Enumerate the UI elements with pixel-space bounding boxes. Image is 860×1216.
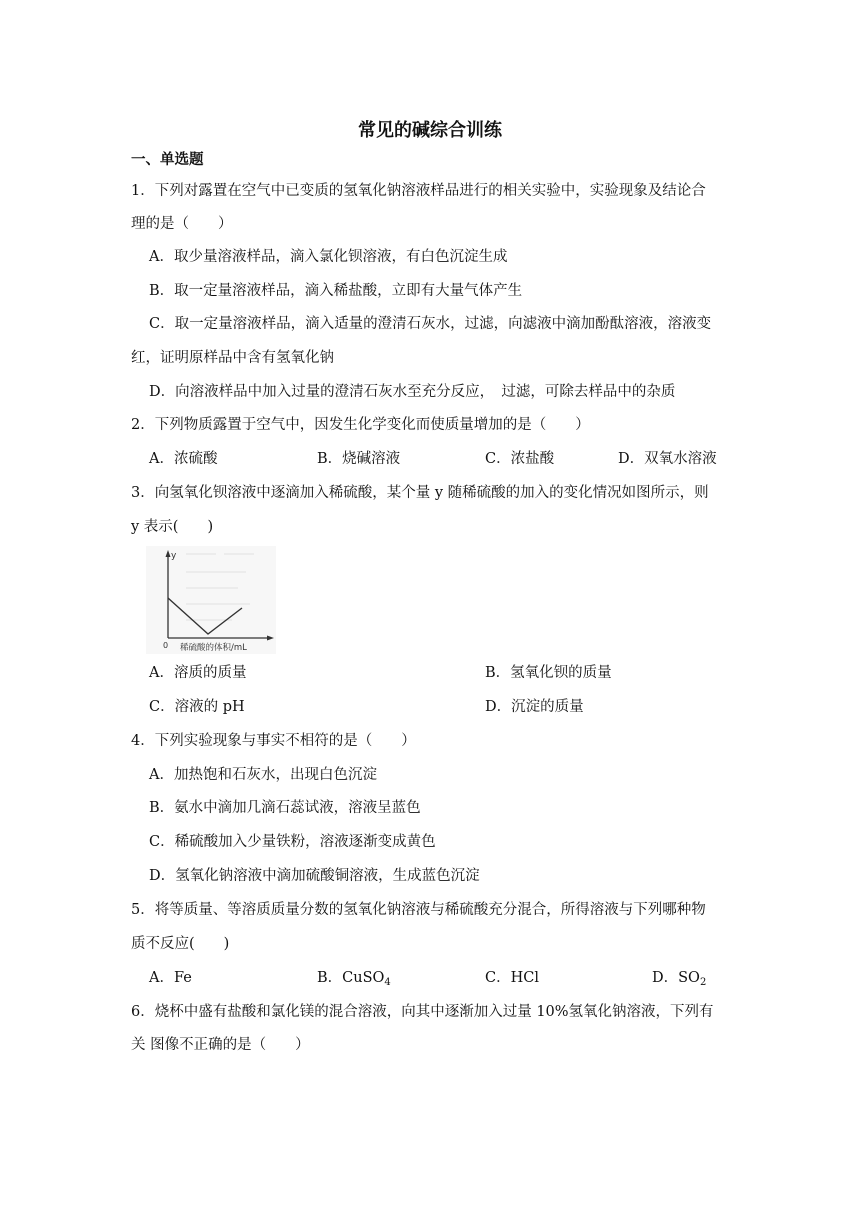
q2-option-d: D．双氧水溶液 [618, 451, 717, 467]
q6-stem-line1: 6．烧杯中盛有盐酸和氯化镁的混合溶液，向其中逐渐加入过量 10%氢氧化钠溶液，下列有 [131, 1004, 714, 1020]
q3-stem-line1: 3．向氢氧化钡溶液中逐滴加入稀硫酸，某个量 y 随稀硫酸的加入的变化情况如图所示，则 [131, 485, 709, 501]
q2-option-c: C．浓盐酸 [485, 451, 555, 467]
q4-option-a: A．加热饱和石灰水，出现白色沉淀 [149, 767, 377, 783]
q1-option-d: D．向溶液样品中加入过量的澄清石灰水至充分反应， 过滤，可除去样品中的杂质 [149, 384, 676, 400]
q3-option-b: B．氢氧化钡的质量 [485, 665, 612, 681]
y-axis-arrow-icon [166, 550, 171, 557]
q5-option-a: A．Fe [149, 970, 192, 986]
q3-graph [146, 546, 276, 654]
q2-stem: 2．下列物质露置于空气中，因发生化学变化而使质量增加的是（ ） [131, 417, 590, 433]
q5-stem-line2: 质不反应( ) [131, 936, 230, 952]
q1-option-c-line1: C．取一定量溶液样品，滴入适量的澄清石灰水，过滤，向滤液中滴加酚酞溶液，溶液变 [149, 316, 712, 332]
q3-stem-line2: y 表示( ) [131, 519, 214, 535]
q1-option-a: A．取少量溶液样品，滴入氯化钡溶液，有白色沉淀生成 [149, 249, 508, 265]
q5-stem-line1: 5．将等质量、等溶质质量分数的氢氧化钠溶液与稀硫酸充分混合，所得溶液与下列哪种物 [131, 902, 706, 918]
page-title: 常见的碱综合训练 [358, 120, 502, 141]
q3-curve [168, 598, 242, 634]
q1-option-b: B．取一定量溶液样品，滴入稀盐酸，立即有大量气体产生 [149, 283, 523, 299]
q1-stem-line2: 理的是（ ） [131, 216, 233, 232]
q5-option-d-text: D．SO [652, 970, 700, 986]
q3-figure [146, 546, 276, 654]
q5-option-b [317, 968, 391, 993]
scan-noise [186, 554, 254, 620]
q5-option-c: C．HCl [485, 970, 539, 986]
origin-label: 0 [163, 641, 169, 650]
q1-option-c-line2: 红，证明原样品中含有氢氧化钠 [131, 350, 334, 366]
q4-stem: 4．下列实验现象与事实不相符的是（ ） [131, 733, 416, 749]
q2-option-a: A．浓硫酸 [149, 451, 218, 467]
y-axis-label: y [171, 551, 177, 561]
q1-stem-line1: 1．下列对露置在空气中已变质的氢氧化钠溶液样品进行的相关实验中，实验现象及结论合 [131, 183, 706, 199]
q2-option-b: B．烧碱溶液 [317, 451, 401, 467]
q3-option-c: C．溶液的 pH [149, 699, 245, 715]
x-axis-arrow-icon [267, 636, 274, 641]
x-axis-label: 稀硫酸的体积/mL [180, 643, 247, 653]
q4-option-c: C．稀硫酸加入少量铁粉，溶液逐渐变成黄色 [149, 834, 436, 850]
section-heading: 一、单选题 [131, 152, 204, 168]
q5-option-b-text: B．CuSO [317, 970, 385, 986]
q5-option-d-subscript: 2 [699, 977, 707, 988]
q4-option-d: D．氢氧化钠溶液中滴加硫酸铜溶液，生成蓝色沉淀 [149, 868, 480, 884]
q3-option-d: D．沉淀的质量 [485, 699, 584, 715]
q6-stem-line2: 关 图像不正确的是（ ） [131, 1037, 310, 1053]
q5-option-b-subscript: 4 [384, 977, 391, 988]
q4-option-b: B．氨水中滴加几滴石蕊试液，溶液呈蓝色 [149, 800, 421, 816]
q3-option-a: A．溶质的质量 [149, 665, 247, 681]
q5-option-d [652, 968, 706, 993]
